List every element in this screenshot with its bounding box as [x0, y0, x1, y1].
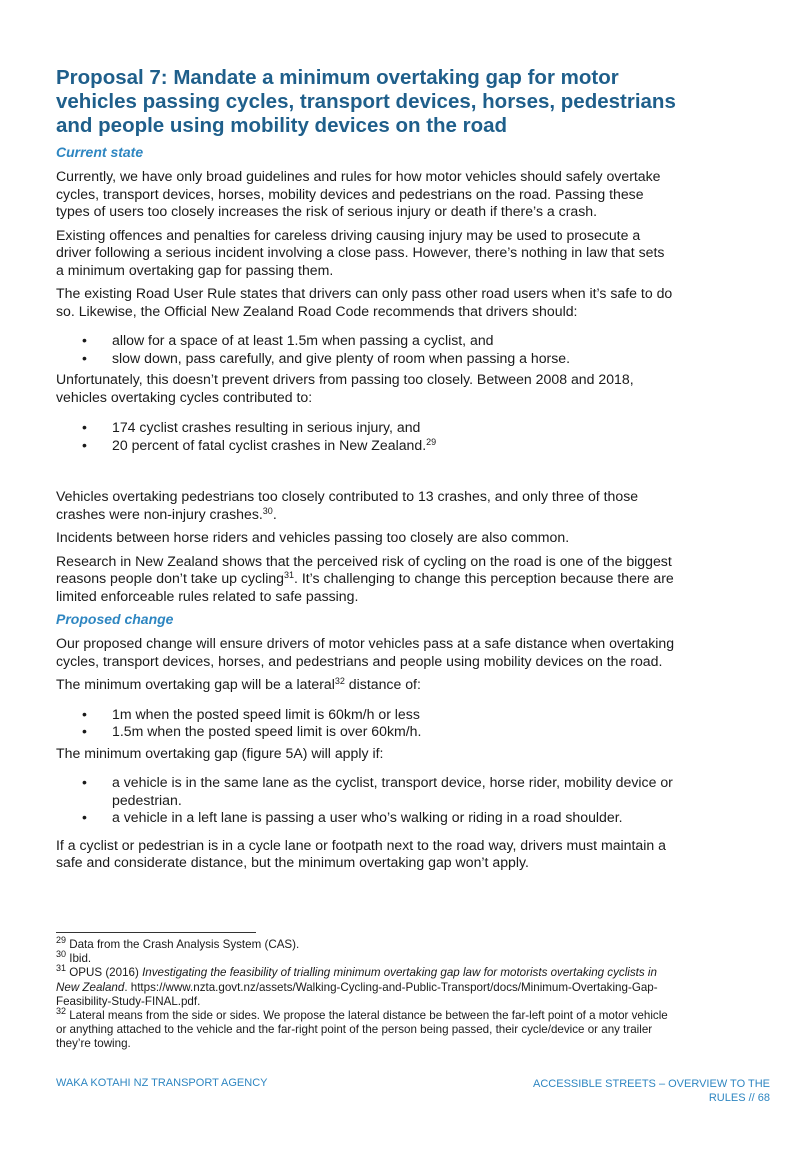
paragraph: Incidents between horse riders and vehicles passing too closely are also common. — [56, 529, 570, 545]
paragraph: Existing offences and penalties for careless driving causing injury may be used to prosecute a driver following a serious incident involving a close pass. However, there’s nothing in law that sets a minimum overtaking gap for passing them. — [56, 226, 665, 278]
footnote-ref: 29 — [426, 436, 437, 447]
paragraph-text: The minimum overtaking gap will be a lateral — [56, 676, 335, 692]
bullet-list-gap-distances — [56, 706, 676, 741]
section-heading-current-state: Current state — [56, 144, 144, 160]
footnote-text: Lateral means from the side or sides. We propose the lateral distance be between the far-left point of a motor vehicle or anything attached to the vehicle and the far-right point of the person being passed, their cycle/device or any trailer they’re towing. — [56, 1009, 668, 1051]
footnote-29 — [56, 935, 676, 952]
footnote-link-text: . https://www.nzta.govt.nz/assets/Walking-Cycling-and-Public-Transport/docs/Minimum-Overtaking-Gap-Feasibility-Study-FINAL.pdf. — [56, 980, 658, 1008]
list-item: • allow for a space of at least 1.5m when passing a cyclist, and — [56, 332, 676, 350]
paragraph — [56, 676, 676, 694]
paragraph-text: distance of: — [344, 676, 421, 692]
paragraph: Vehicles overtaking pedestrians too closely contributed to 13 crashes, and only three of those crashes were non-injury crashes.$^{30}$. — [56, 488, 639, 522]
list-item: • a vehicle is in the same lane as the cyclist, transport device, horse rider, mobility device or pedestrian. — [56, 774, 676, 809]
paragraph-text: . It’s challenging to change this perception because there are limited enforceable rules related to safe passing. — [56, 570, 674, 604]
paragraph — [56, 553, 676, 606]
paragraph: The minimum overtaking gap (figure 5A) will apply if: — [56, 744, 384, 761]
footnote-divider — [56, 932, 256, 933]
footer-page-number: RULES // 68 — [708, 1092, 770, 1104]
list-item: • 174 cyclist crashes resulting in serious injury, and — [56, 419, 676, 437]
footnote-text: OPUS (2016) — [66, 966, 143, 980]
list-item: • 1.5m when the posted speed limit is over 60km/h. — [56, 723, 676, 741]
page-title: Proposal 7: Mandate a minimum overtaking gap for motor vehicles passing cycles, transport devices, horses, pedestrians and people using mobility devices on the road — [56, 66, 676, 137]
footnote-ref: 31 — [284, 570, 295, 580]
bullet-list-crash-stats — [56, 419, 676, 454]
paragraph: If a cyclist or pedestrian is in a cycle lane or footpath next to the road way, drivers must maintain a safe and considerate distance, but the minimum overtaking gap won’t apply. — [56, 836, 666, 870]
section-heading-proposed-change: Proposed change — [56, 611, 174, 627]
footer-doc-title-line: ACCESSIBLE STREETS – OVERVIEW TO THE — [533, 1078, 770, 1090]
footnote-text: Ibid. — [66, 952, 92, 966]
footnote-ref: 30 — [262, 505, 273, 516]
paragraph: Our proposed change will ensure drivers of motor vehicles pass at a safe distance when overtaking cycles, transport devices, horses, and pedestrians and people using mobility devices on the road. — [56, 635, 675, 669]
footnote-32 — [56, 1006, 676, 1052]
footnote-number: 32 — [56, 1006, 67, 1017]
document-body — [56, 66, 676, 878]
list-item: • 1m when the posted speed limit is 60km/h or less — [56, 706, 676, 724]
footnote-30 — [56, 949, 676, 966]
footer-agency: WAKA KOTAHI NZ TRANSPORT AGENCY — [56, 1077, 268, 1089]
paragraph-text: Research in New Zealand shows that the perceived risk of cycling on the road is one of the biggest reasons people don’t take up cycling — [56, 552, 672, 586]
footnote-number: 29 — [56, 935, 67, 945]
footnotes — [56, 935, 676, 1052]
list-item: • slow down, pass carefully, and give plenty of room when passing a horse. — [56, 350, 676, 368]
paragraph: Currently, we have only broad guidelines and rules for how motor vehicles should safely overtake cycles, transport devices, horses, mobility devices and pedestrians on the road. Passing these types of users too closely increases the risk of serious injury or death if there’s a crash. — [56, 168, 661, 219]
footnote-31 — [56, 963, 676, 1009]
paragraph-text: Vehicles overtaking pedestrians too closely contributed to 13 crashes, and only three of those crashes were non-injury crashes. — [56, 488, 639, 522]
footnote-text: Data from the Crash Analysis System (CAS). — [66, 938, 300, 951]
footnote-number: 30 — [56, 949, 67, 960]
list-item: • a vehicle in a left lane is passing a user who’s walking or riding in a road shoulder. — [56, 809, 676, 827]
footnote-ref: 32 — [334, 676, 345, 686]
list-item-text: 20 percent of fatal cyclist crashes in New Zealand. — [112, 436, 427, 453]
footnote-number: 31 — [56, 963, 67, 974]
list-item — [56, 437, 676, 455]
paragraph: Unfortunately, this doesn’t prevent drivers from passing too closely. Between 2008 and 2018, vehicles overtaking cycles contributed to: — [56, 371, 634, 405]
bullet-list-apply-conditions — [56, 774, 676, 827]
footnote-report-title: Investigating the feasibility of trialling minimum overtaking gap law for motorists overtaking cyclists in New Zealand — [56, 966, 657, 994]
paragraph: The existing Road User Rule states that drivers can only pass other road users when it’s safe to do so. Likewise, the Official New Zealand Road Code recommends that drivers should: — [56, 285, 673, 319]
footer-doc-title — [533, 1077, 770, 1105]
bullet-list-road-code — [56, 332, 676, 367]
